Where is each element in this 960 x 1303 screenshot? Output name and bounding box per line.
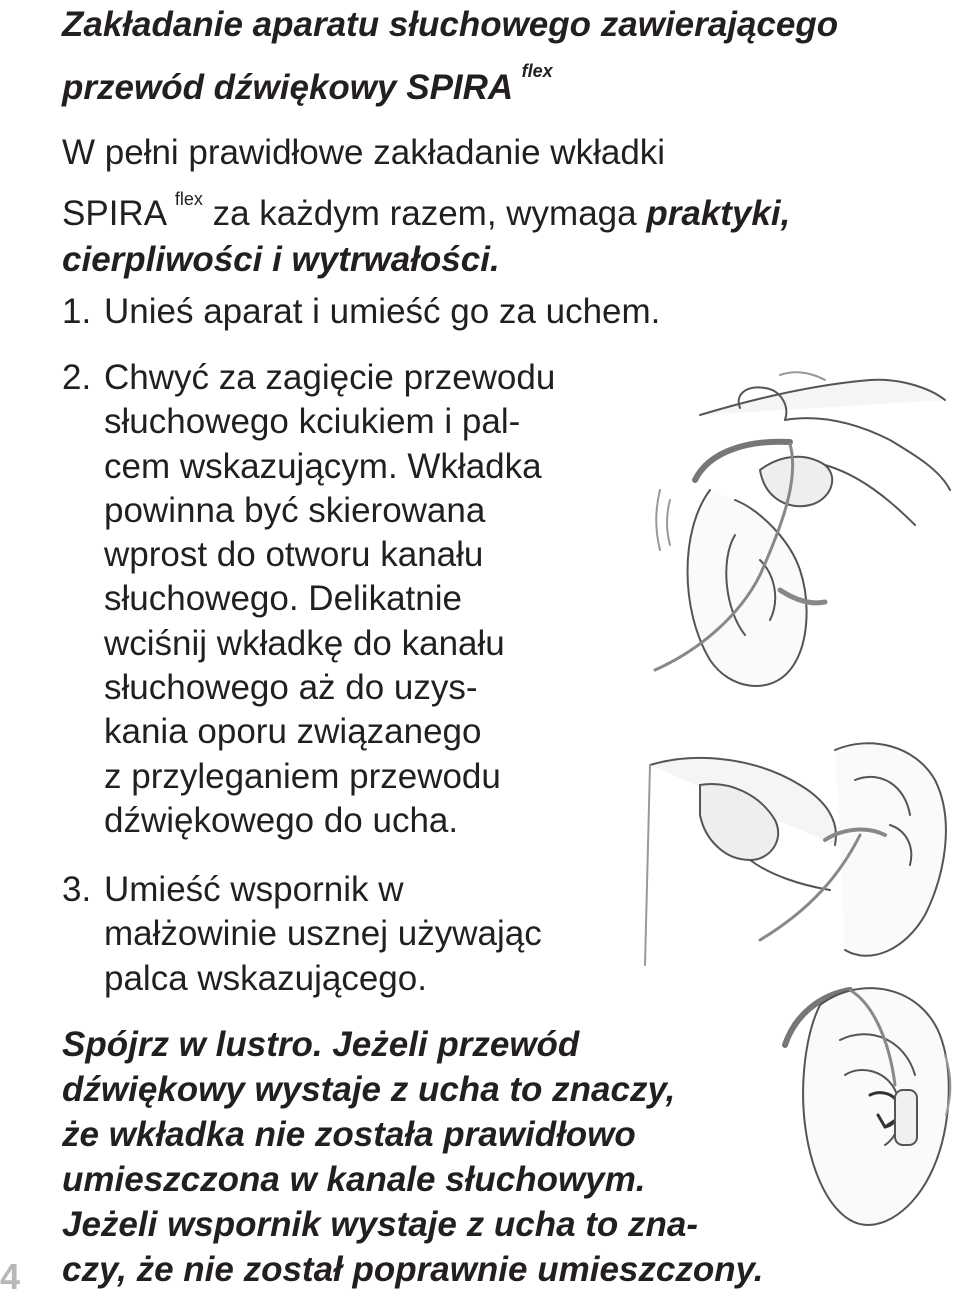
step-line: palca wskazującego. bbox=[104, 958, 427, 998]
warning-line: Spójrz w lustro. Jeżeli przewód bbox=[62, 1025, 580, 1064]
step-line: Unieś aparat i umieść go za uchem. bbox=[104, 292, 661, 331]
title-line-1: Zakładanie aparatu słuchowego zawierającego bbox=[62, 5, 839, 44]
title-superscript: flex bbox=[521, 61, 553, 81]
step-line: dźwiękowego do ucha. bbox=[104, 800, 459, 840]
illustration-ear-step-2b bbox=[640, 725, 955, 980]
step-text bbox=[104, 356, 555, 843]
page-number: 4 bbox=[0, 1256, 21, 1297]
step-line: Umieść wspornik w bbox=[104, 870, 404, 909]
intro-superscript: flex bbox=[174, 189, 203, 209]
title-line-2: przewód dźwiękowy SPIRA bbox=[62, 68, 512, 107]
step-line: powinna być skierowana bbox=[104, 490, 486, 530]
step-line: słuchowego kciukiem i pal- bbox=[104, 402, 521, 442]
step-line: słuchowego. Delikatnie bbox=[104, 579, 462, 619]
intro-spira: SPIRA bbox=[62, 194, 166, 233]
warning-line: Jeżeli wspornik wystaje z ucha to zna- bbox=[62, 1205, 699, 1244]
intro-paragraph bbox=[62, 130, 942, 283]
intro-bold-2: cierpliwości i wytrwałości. bbox=[62, 240, 500, 279]
step-text bbox=[104, 868, 542, 1001]
step-line: słuchowego aż do uzys- bbox=[104, 668, 478, 708]
intro-line-2: za każdym razem, wymaga bbox=[212, 194, 637, 233]
step-line: Chwyć za zagięcie przewodu bbox=[104, 358, 556, 397]
step-line: wciśnij wkładkę do kanału bbox=[104, 623, 505, 663]
step-line: cem wskazującym. Wkładka bbox=[104, 446, 542, 486]
page-title bbox=[62, 2, 838, 111]
step-line: z przyleganiem przewodu bbox=[104, 756, 501, 796]
step-text bbox=[104, 290, 660, 334]
mirror-warning bbox=[62, 1022, 764, 1292]
step-number: 3. bbox=[62, 870, 92, 909]
warning-line: dźwiękowy wystaje z ucha to znaczy, bbox=[62, 1070, 676, 1109]
warning-line: czy, że nie został poprawnie umieszczony. bbox=[62, 1250, 764, 1289]
intro-line-1: W pełni prawidłowe zakładanie wkładki bbox=[62, 133, 666, 172]
step-line: kania oporu związanego bbox=[104, 712, 482, 752]
warning-line: że wkładka nie została prawidłowo bbox=[62, 1115, 636, 1154]
illustration-ear-step-3 bbox=[780, 965, 955, 1245]
warning-line: umieszczona w kanale słuchowym. bbox=[62, 1160, 646, 1199]
intro-bold-1: praktyki, bbox=[646, 194, 791, 233]
step-line: wprost do otworu kanału bbox=[104, 535, 484, 575]
illustration-ear-step-2 bbox=[640, 360, 955, 720]
step-line: małżowinie usznej używając bbox=[104, 914, 542, 954]
step-number: 1. bbox=[62, 292, 92, 331]
step-number: 2. bbox=[62, 358, 92, 397]
